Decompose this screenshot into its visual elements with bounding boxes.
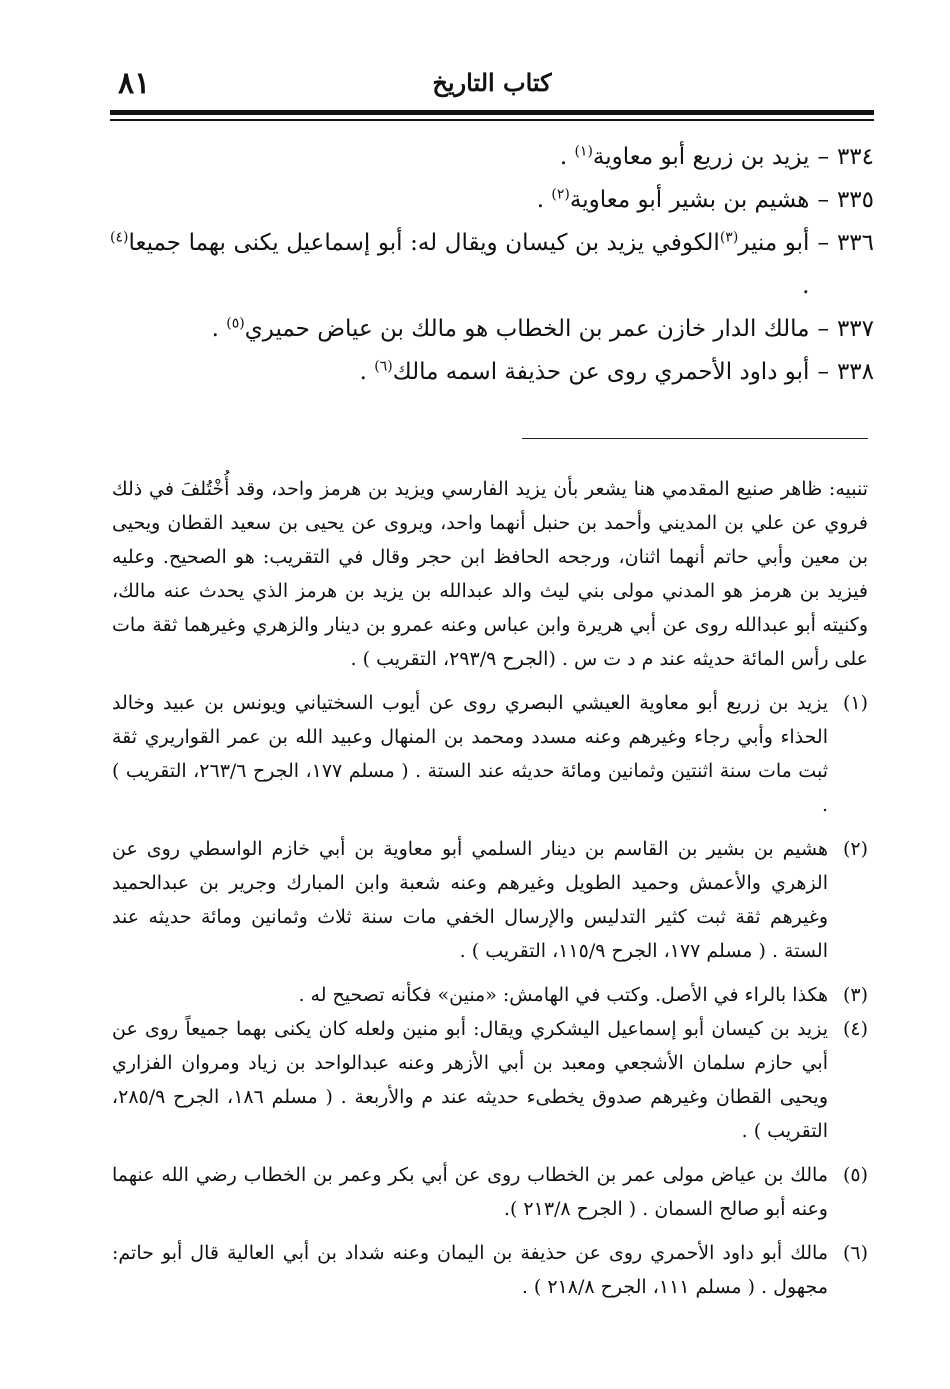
footnote-marker: (١) bbox=[842, 692, 868, 714]
entry-end: . bbox=[211, 316, 227, 342]
running-title: كتاب التاريخ bbox=[432, 68, 552, 97]
footnote-marker: (٦) bbox=[842, 1242, 868, 1264]
entry-end: . bbox=[802, 273, 810, 299]
footnote-text: هشيم بن بشير بن القاسم بن دينار السلمي أبو معاوية بن أبي خازم الواسطي روى عن الزهري والأعمش وحميد الطويل وغيرهم وعنه شعبة وابن المبارك وجرير بن عبدالحميد وغيرهم ثقة ثبت كثير التدليس والإرسال الخفي مات سنة ثلاث وثمانين ومائة حديثه عند الستة . ( مسلم ١٧٧، الجرح ١١٥/٩، التقريب ) . bbox=[112, 838, 828, 962]
entry-dash: – bbox=[817, 230, 829, 256]
footnote-ref[interactable]: (٥) bbox=[226, 315, 245, 332]
entry-text: أبو داود الأحمري روى عن حذيفة اسمه مالك bbox=[392, 359, 810, 385]
entry-336 bbox=[110, 222, 874, 308]
footnote-3 bbox=[112, 978, 868, 1012]
entry-dash: – bbox=[817, 187, 829, 213]
footnote-text: يزيد بن كيسان أبو إسماعيل اليشكري ويقال: أبو منين ولعله كان يكنى بهما جميعاً روى عن أبي حازم سلمان الأشجعي ومعبد بن أبي الأزهر وعنه عبدالواحد بن زياد ومروان الفزاري ويحيى القطان وغيرهم صدوق يخطىء حديثه عند م والأربعة . ( مسلم ١٨٦، الجرح ٢٨٥/٩، التقريب ) . bbox=[112, 1018, 828, 1142]
footnote-intro: تنبيه: ظاهر صنيع المقدمي هنا يشعر بأن يزيد الفارسي ويزيد بن هرمز واحد، وقد أُخْتُلفَ في ذلك فروي عن علي بن المديني وأحمد بن حنبل أنهما واحد، ويروى عن يحيى بن سعيد القطان ويحيى بن معين وأبي حاتم أنهما اثنان، ورجحه الحافظ ابن حجر وقال في التقريب: هو الصحيح. وعليه فيزيد بن هرمز هو المدني مولى بني ليث والد عبدالله بن يزيد بن هرمز الذي يحدث عنه مالك، وكنيته أبو عبدالله روى عن أبي هريرة وابن عباس وعنه عمرو بن دينار والزهري وغيرهما ثقة مات على رأس المائة حديثه عند م د ت س . (الجرح ٢٩٣/٩، التقريب ) . bbox=[112, 478, 868, 670]
footnote-text: مالك بن عياض مولى عمر بن الخطاب روى عن أبي بكر وعمر بن الخطاب رضي الله عنهما وعنه أبو صالح السمان . ( الجرح ٢١٣/٨ ). bbox=[112, 1164, 828, 1220]
entry-end: . bbox=[536, 187, 552, 213]
entry-dash: – bbox=[817, 316, 829, 342]
entry-dash: – bbox=[817, 359, 829, 385]
entry-end: . bbox=[359, 359, 375, 385]
header-rule-thin bbox=[110, 119, 874, 121]
entry-text-wrap bbox=[110, 136, 809, 179]
entry-number: ٣٣٦ bbox=[836, 230, 874, 256]
footnote-6 bbox=[112, 1236, 868, 1304]
footnote-ref[interactable]: (٢) bbox=[551, 186, 570, 203]
footnote-4 bbox=[112, 1012, 868, 1148]
footnote-2 bbox=[112, 832, 868, 968]
entry-text: هشيم بن بشير أبو معاوية bbox=[569, 187, 810, 213]
entry-text: أبو منير bbox=[738, 230, 810, 256]
entry-end: . bbox=[559, 144, 575, 170]
footnote-ref[interactable]: (٣) bbox=[719, 229, 739, 246]
footnote-marker: (٢) bbox=[842, 838, 868, 860]
entries-list bbox=[110, 136, 874, 394]
footnote-text: مالك أبو داود الأحمري روى عن حذيفة بن اليمان وعنه شداد بن أبي العالية قال أبو حاتم: مجهول . ( مسلم ١١١، الجرح ٢١٨/٨ ) . bbox=[112, 1242, 828, 1298]
entry-338 bbox=[110, 351, 874, 394]
entry-text: الكوفي يزيد بن كيسان ويقال له: أبو إسماعيل يكنى بهما جميعا bbox=[128, 230, 720, 256]
entry-text-wrap bbox=[110, 351, 809, 394]
entry-text-wrap bbox=[110, 179, 809, 222]
entry-number: ٣٣٥ bbox=[836, 187, 874, 213]
entry-text-wrap bbox=[110, 308, 809, 351]
entry-text-wrap bbox=[110, 222, 809, 308]
footnote-separator bbox=[522, 438, 868, 439]
entry-number: ٣٣٤ bbox=[836, 144, 874, 170]
footnote-ref[interactable]: (١) bbox=[574, 143, 593, 160]
footnote-marker: (٥) bbox=[842, 1164, 868, 1186]
footnotes bbox=[112, 472, 868, 1314]
entry-text: مالك الدار خازن عمر بن الخطاب هو مالك بن عياض حميري bbox=[244, 316, 810, 342]
header-rule-thick bbox=[110, 110, 874, 115]
footnote-marker: (٤) bbox=[842, 1018, 868, 1040]
footnote-ref[interactable]: (٤) bbox=[110, 229, 129, 246]
entry-dash: – bbox=[817, 144, 829, 170]
footnote-5 bbox=[112, 1158, 868, 1226]
entry-text: يزيد بن زريع أبو معاوية bbox=[592, 144, 810, 170]
footnote-1 bbox=[112, 686, 868, 822]
footnote-text: هكذا بالراء في الأصل. وكتب في الهامش: «منين» فكأنه تصحيح له . bbox=[298, 984, 828, 1006]
entry-334 bbox=[110, 136, 874, 179]
page-header bbox=[112, 66, 872, 106]
footnote-marker: (٣) bbox=[842, 984, 868, 1006]
entry-335 bbox=[110, 179, 874, 222]
footnote-text: يزيد بن زريع أبو معاوية العيشي البصري روى عن أيوب السختياني ويونس بن عبيد وخالد الحذاء وأبي رجاء وغيرهم وعنه مسدد ومحمد بن المنهال وعبيد الله بن عمر القواريري ثقة ثبت مات سنة اثنتين وثمانين ومائة حديثه عند الستة . ( مسلم ١٧٧، الجرح ٢٦٣/٦، التقريب ) . bbox=[112, 692, 828, 816]
entry-number: ٣٣٨ bbox=[836, 359, 874, 385]
entry-337 bbox=[110, 308, 874, 351]
footnote-ref[interactable]: (٦) bbox=[374, 358, 393, 375]
page-number: ٨١ bbox=[118, 66, 151, 101]
entry-number: ٣٣٧ bbox=[836, 316, 874, 342]
